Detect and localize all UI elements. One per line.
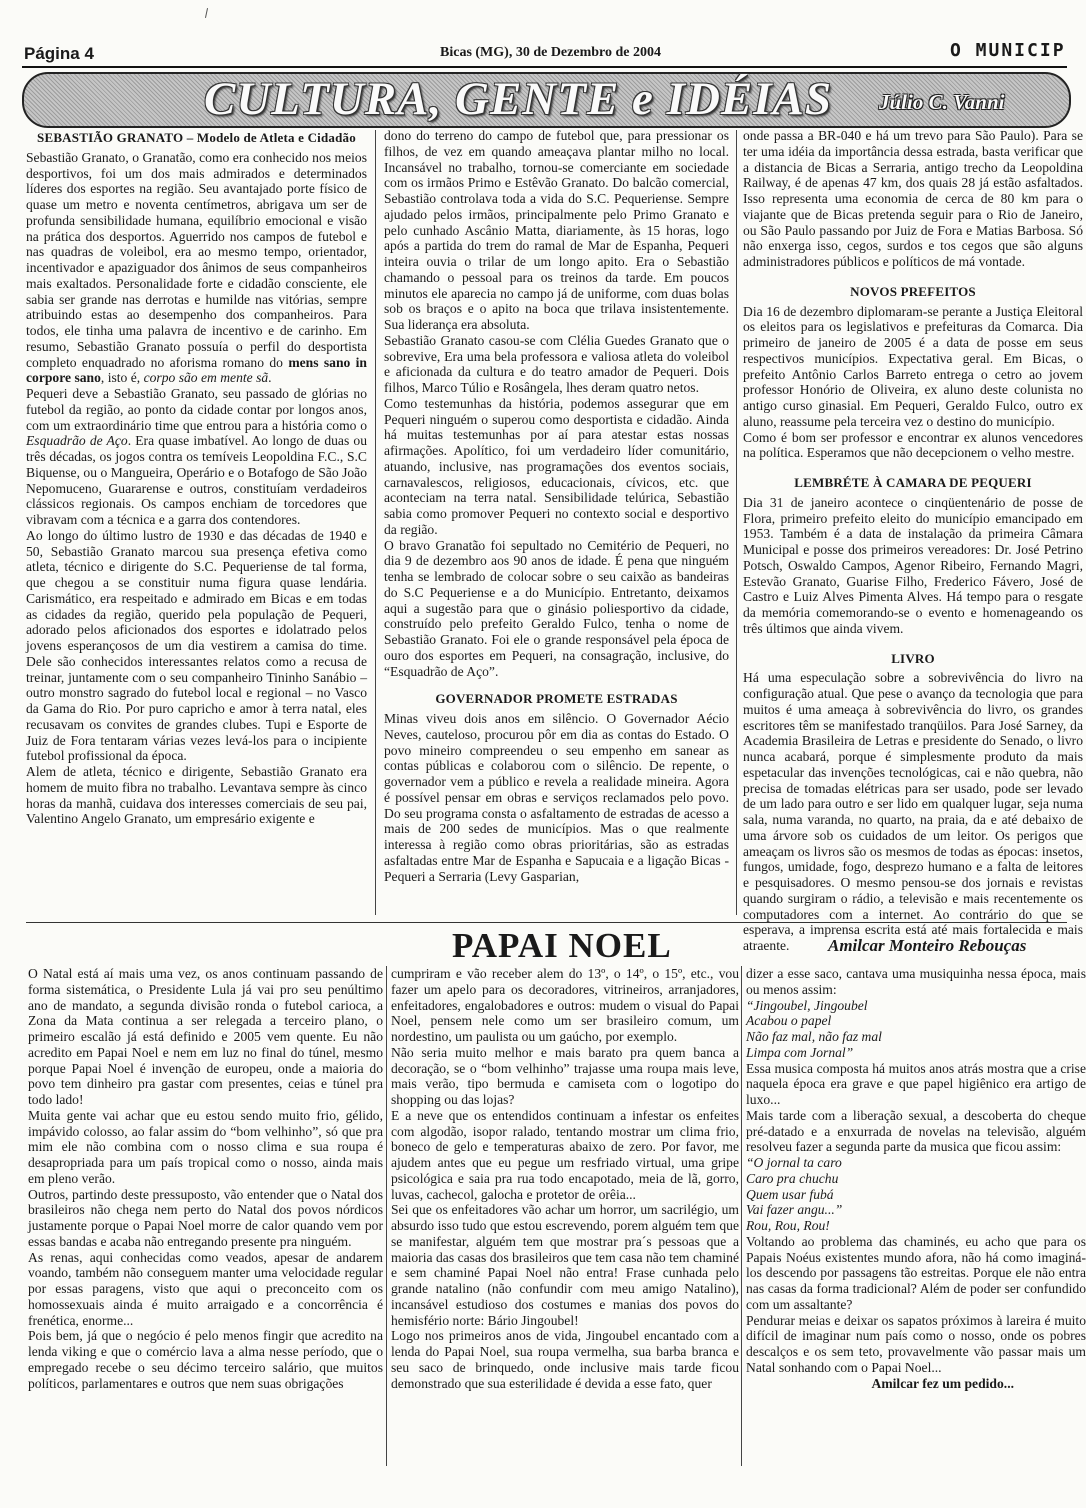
article-paragraph: O bravo Granatão foi sepultado no Cemitério de Pequeri, no dia 9 de dezembro aos 90 anos de idade. É pena que ninguém tenha se lembrado de colocar sobre o seu caixão as bandeiras do S.C Pequeriense e a do Município. Entretanto, deixamos aqui a sugestão para que o ginásio poliesportivo da cidade, construído pelo prefeito Geraldo Fulco, tenha o nome de Sebastião Granato. Foi ele o grande responsável pela época de ouro dos esportes em Pequeri, na consagração, inclusive, do “Esquadrão de Aço”. (384, 537, 729, 679)
article-paragraph: Sei que os enfeitadores vão achar um horror, um sacrilégio, um absurdo isso tudo que estou escrevendo, porem alguém tem que se manifestar, alguém tem que mostrar pra´s pessoas que a maioria das casas dos brasileiros que tem casa não tem chaminé e sem chaminé Papai Noel não entra! Frase cunhada pelo grande natalino (não confundir com meu amigo Natalino), incansável estudioso dos costumes e manias dos povos do hemisfério norte: Bário Jingoubel! (391, 1202, 739, 1328)
verse-text: Caro pra chuchu (746, 1170, 839, 1186)
article-paragraph: onde passa a BR-040 e há um trevo para São Paulo). Para se ter uma idéia da importância dessa estrada, basta verificar que a distancia de Bicas a Serraria, antigo trecho da Leopoldina Railway, é de apenas 47 km, dos quais 28 já estão asfaltados. Isso representa uma economia de cerca de 80 km para o viajante que de Bicas pretenda seguir para o Rio de Janeiro, ou São Paulo passando por Juiz de Fora e Matias Barbosa. Só não enxerga isso, cegos, surdos e tos cegos que são alguns administradores públicos e políticos de má vontade. (743, 128, 1083, 269)
verse-line (746, 1013, 1086, 1029)
column-1 (26, 128, 367, 918)
article-paragraph (26, 150, 367, 386)
verse-text: “O jornal ta caro (746, 1155, 842, 1170)
column-2 (384, 128, 729, 918)
noel-column-3 (746, 966, 1086, 1476)
paragraph-text: . Era quase imbatível. Ao longo de duas ou três décadas, os jogos contra os temíveis Leopoldina F.C., S.C Biquense, ou o Mangueira, Operário e o Botafogo de São João Nepomuceno, Guararense e outros, constituíam verdadeiros clássicos regionais. Os campos enchiam de torcedores que vibravam com a técnica e a garra dos contendores. (26, 433, 367, 527)
column-divider (375, 130, 376, 915)
article-paragraph: O Natal está aí mais uma vez, os anos continuam passando de forma sistemática, o Presidente Lula já vai pro seu penúltimo ano de mandato, a segunda divisão ronda o futebol carioca, a Zona da Mata continua a ser relegada a terceiro plano, o primeiro escalão já está definido e 2005 vem quente. Eu não acredito em Papai Noel e nem em luz no final do túnel, mesmo porque Papai Noel é invenção de europeu, onde a maioria do povo tem dinheiro pra gastar com presentes, ceias e túnel pra todo lado! (28, 966, 383, 1107)
verse-line (746, 1029, 1086, 1045)
verse-text: Rou, Rou, Rou! (746, 1218, 830, 1233)
team-nickname: Esquadrão de Aço (26, 433, 128, 449)
article-title-noel: PAPAI NOEL (452, 926, 672, 965)
verse-line (746, 998, 1086, 1014)
article-title-livro: LIVRO (891, 650, 935, 666)
article-title-lembrete: LEMBRÉTE À CAMARA DE PEQUERI (794, 475, 1032, 490)
article-paragraph: Alem de atleta, técnico e dirigente, Sebastião Granato era homem de muito fibra no trabalho. Levantava sempre às cinco horas da manhã, cuidava dos interesses comerciais de seu pai, Valentino Angelo Granato, um empresário exigente e (26, 764, 367, 827)
verse-text: Vai fazer angu...” (746, 1202, 843, 1218)
paragraph-text: , isto é, (100, 370, 141, 386)
article-paragraph: Dia 16 de dezembro diplomaram-se perante a Justiça Eleitoral os eleitos para os legislativos e prefeituras da Comarca. Dia primeiro de janeiro de 2005 é a data de posse em seus respectivos municípios. Expectativa geral. Em Bicas, o prefeito Antônio Carlos Barreto entrega o cetro ao jovem professor Honório de Oliveira, ex aluno deste colunista no antigo curso ginasial. Em Pequeri, Geraldo Fulco, outro ex aluno, reassume pela terceira vez o destino do município. (743, 303, 1083, 429)
column-divider (736, 130, 737, 915)
article-paragraph: Como testemunhas da história, podemos assegurar que em Pequeri ninguém o superou como desportista e cidadão. Ainda há muitas testemunhas por aí para atestar estas nossas afirmações. Apolítico, foi um verdadeiro líder comunitário, atuando, inclusive, nas programações dos eventos sociais, carnavalescos, religiosos, educacionais, cívicos, etc. que aconteciam na terra natal. Sensibilidade telúrica, Sebastião sabia como promover Pequeri no contexto social e desportivo da região. (384, 395, 729, 537)
article-paragraph (26, 386, 367, 528)
article-paragraph: Sebastião Granato casou-se com Clélia Guedes Granato que o sobrevive, Era uma bela professora e valiosa atleta do voleibol e aficionada da cultura e do teatro amador de Pequeri. Dois filhos, Marco Túlio e Rosângela, lhes deram quatro netos. (384, 332, 729, 395)
section-divider (26, 922, 1067, 923)
article-paragraph: cumpriram e vão receber alem do 13º, o 14º, o 15º, etc., vou fazer um apelo para os decoradores, vitrineiros, arranjadores, enfeitadores, engalobadores e outros: mudem o visual do Papai Noel, pensem nele como um ser brasileiro comum, um nordestino, um paulista ou um gaúcho, por exemplo. (391, 966, 739, 1044)
issue-date: Bicas (MG), 30 de Dezembro de 2004 (440, 45, 661, 60)
column-divider (386, 966, 387, 1466)
article-paragraph: Voltando ao problema das chaminés, eu acho que para os Papais Noéus existentes mundo afora, não há como imaginá-los descendo por passagens tão estreitas. Porque ele não entra nas casas da forma tradicional? Além de poder ser confundido com um assaltante? (746, 1233, 1086, 1312)
article-paragraph: Pois bem, já que o negócio é pelo menos fingir que acredito na lenda viking e que o comércio lava a alma nesse período, que o empregado recebe o seu décimo terceiro salário, que muitos políticos, parlamentares e outros que nem suas obrigações (28, 1328, 383, 1391)
verse-text: “Jingoubel, Jingoubel (746, 997, 868, 1013)
verse-text: Acabou o papel (746, 1013, 832, 1029)
verse-line (746, 1187, 1086, 1203)
article-signature: Amilcar fez um pedido... (871, 1375, 1014, 1391)
verse-line (746, 1045, 1086, 1061)
verse-line (746, 1171, 1086, 1187)
header-rule (22, 66, 1067, 68)
article-author-noel: Amilcar Monteiro Rebouças (828, 936, 1027, 955)
verse-line (746, 1155, 1086, 1171)
article-paragraph: Minas viveu dois anos em silêncio. O Governador Aécio Neves, cauteloso, procurou pôr em dia as contas do Estado. O povo mineiro compreendeu o seu empenho em sanear as contas públicas e colaborou com o silêncio. De repente, o governador vem a público e revela a realidade mineira. Agora é possível pensar em obras e serviços reclamados pelo povo. Do seu programa consta o asfaltamento de estradas de acesso a mais de 200 sedes de municípios. Mas o que realmente interessa à região como obras prioritárias, são as estradas asfaltadas entre Mar de Espanha e Sapucaia e a ligação Bicas - Pequeri a Serraria (Levy Gasparian, (384, 711, 729, 884)
article-title-governador: GOVERNADOR PROMETE ESTRADAS (435, 691, 678, 707)
article-paragraph: Como é bom ser professor e encontrar ex alunos vencedores na política. Esperamos que não decepcionem o velho mestre. (743, 429, 1083, 461)
section-banner (22, 72, 1071, 128)
article-paragraph: dizer a esse saco, cantava uma musiquinha nessa época, mais ou menos assim: (746, 966, 1086, 997)
noel-column-2 (391, 966, 739, 1476)
column-author: Júlio C. Vanni (879, 90, 1005, 114)
paragraph-text: Sebastião Granato, o Granatão, como era conhecido nos meios desportivos, foi um dos mais admirados e determinados líderes dos esportes na região. Seu avantajado porte físico de quase um metro e noventa centímetros, abrigava um ser de profunda sensibilidade humana, equilíbrio emocional e visão na prática dos desportos. Aguerrido nos campos de futebol e nas quadras de voleibol, era ao mesmo tempo, orientador, incentivador e apaziguador dos ânimos de seus companheiros mais exaltados. Personalidade forte e cidadão consciente, ele sabia ser grande nas derrotas e humilde nas vitórias, sempre atribuindo estas ao desempenho dos companheiros. Para todos, ele tinha uma palavra de incentivo e de carinho. Em resumo, Sebastião Granato possuía o perfil do desportista completo enquadrado no aforisma romano do (26, 149, 367, 370)
noel-column-1 (28, 966, 383, 1476)
latin-phrase: mens sano in corpore sano (26, 354, 367, 386)
column-divider (741, 966, 742, 1466)
translation-phrase: corpo são em mente sã (143, 370, 269, 386)
verse-line (746, 1202, 1086, 1218)
article-paragraph: Essa musica composta há muitos anos atrás mostra que a crise naquela época era grave e que papel higiênico era artigo de luxo... (746, 1060, 1086, 1107)
verse-line (746, 1218, 1086, 1234)
article-paragraph: Outros, partindo deste pressuposto, vão entender que o Natal dos brasileiros não chega nem perto do Natal dos povos nórdicos justamente porque o Papai Noel morre de calor quando vem por essas bandas e acaba não entregando presente pra ninguém. (28, 1186, 383, 1249)
paragraph-text: . (268, 370, 272, 386)
song-verse-1 (746, 998, 1086, 1061)
page-label: Página 4 (24, 44, 94, 63)
section-title: CULTURA, GENTE e IDÉIAS (204, 73, 833, 125)
article-paragraph: Muita gente vai achar que eu estou sendo muito frio, gélido, impávido colosso, ao falar assim do “bom velhinho”, só que pra mim ele não combina com o nosso clima e sua roupa é desapropriada para um país tropical como o nosso, ainda mais em pleno verão. (28, 1107, 383, 1186)
article-paragraph: E a neve que os entendidos continuam a infestar os enfeites com algodão, isopor ralado, tentando mostrar um clima frio, boneco de gelo e temperaturas abaixo de zero. Por favor, me ajudem antes que eu pegue um resfriado virtual, uma gripe psicológica e saia pra rua todo encapotado, meia de lã, gorro, luvas, cachecol, galocha e protetor de orêia... (391, 1107, 739, 1202)
scan-mark (205, 8, 208, 18)
verse-text: Não faz mal, não faz mal (746, 1029, 882, 1044)
song-verse-2 (746, 1155, 1086, 1234)
article-title-prefeitos: NOVOS PREFEITOS (850, 283, 976, 299)
article-paragraph: dono do terreno do campo de futebol que, para pressionar os filhos, de vez em quando ameaçava plantar milho no local. Incansável no trabalho, tornou-se comerciante em sociedade com os irmãos Primo e Estêvão Granato. Do balcão comercial, Sebastião controlava toda a vida do S.C. Pequeriense. Sempre ajudado pelos irmãos, principalmente pelo Primo Granato e pelo cunhado Ascânio Matta, diariamente, às 15 horas, logo após a partida do trem do ramal de Mar de Espanha, Pequeri inteira ouvia o trilar de um longo apito. Era o Sebastião chamando o pessoal para os treinos da tarde. Em poucos minutos ele aparecia no campo já de uniforme, com duas bolas sob os braços e o apito na boca que trilava insistentemente. Sua liderança era absoluta. (384, 128, 729, 332)
verse-text: Quem usar fubá (746, 1186, 834, 1202)
article-paragraph: Pendurar meias e deixar os sapatos próximos à lareira é muito difícil de imaginar num país como o nosso, onde os pobres descalços e os sem teto, provavelmente vão passar mais um Natal sonhando com o Papai Noel... (746, 1312, 1086, 1375)
article-paragraph: Há uma especulação sobre a sobrevivência do livro na configuração atual. Que pese o avanço da tecnologia que para muitos é uma ameaça à sobrevivência do livro, os grandes escritores têm se manifestado tranqüilos. Para José Sarney, da Academia Brasileira de Letras e presidente do Senado, o livro nunca acabará, porque é simplesmente produto da mais espetacular das invenções tecnológicas, cai e não quebra, não precisa de tomadas elétricas para ser usado, pode ser levado de um lado para outro e ser lido em qualquer lugar, seja numa sala, numa varanda, no quarto, na praia, da e até debaixo de uma árvore sob os cuidados de um leitor. Os perigos que ameaçam os livros são os mesmos de todas as épocas: insetos, fungos, umidade, fogo, desprezo humano e a falta de leitores e pesquisadores. O mesmo pensou-se dos jornais e revistas quando surgiram o rádio, a televisão e mais recentemente os computadores com a internet. Ao contrário do que se esperava, a imprensa escrita está até mais fortalecida e mais atraente. (743, 670, 1083, 953)
article-paragraph: Dia 31 de janeiro acontece o cinqüentenário de posse de Flora, primeiro prefeito eleito do município emancipado em 1953. Também é a data de instalação da primeira Câmara Municipal e posse dos primeiros vereadores: Dr. José Petrino Potsch, Oswaldo Campos, Agenor Ribeiro, Fernando Magri, Estevão Granato, Guarise Filho, Frederico Fávero, José de Castro e Luiz Alves Pimenta Alves. Há tempo para o resgate da memória comemorando-se o evento e homenageando os três últimos que ainda vivem. (743, 494, 1083, 636)
article-paragraph: Mais tarde com a liberação sexual, a descoberta do cheque pré-datado e a enxurrada de novelas na televisão, alguém resolveu fazer a segunda parte da musica que ficou assim: (746, 1107, 1086, 1155)
newspaper-name: O MUNICIP (950, 40, 1066, 61)
verse-text: Limpa com Jornal” (746, 1044, 854, 1060)
article-paragraph: Logo nos primeiros anos de vida, Jingoubel encantado com a lenda do Papai Noel, sua roupa vermelha, sua barba branca e seu saco de brinquedo, onde inclusive mais tarde ficou demonstrado que sua esterilidade é devida a esse fato, quer (391, 1328, 739, 1391)
article-title-granato: SEBASTIÃO GRANATO – Modelo de Atleta e Cidadão (37, 130, 356, 145)
article-paragraph: As renas, aqui conhecidas como veados, apesar de andarem voando, também não conseguem manter uma velocidade regular por essas paragens, visto que aqui o preconceito com os homossexuais ainda é muito arraigado e a concorrência é frenética, enorme... (28, 1249, 383, 1328)
article-paragraph: Não seria muito melhor e mais barato pra quem banca a decoração, se o “bom velhinho” trajasse uma roupa mais leve, mais verão, tipo bermuda e camiseta com o logotipo do shopping ou das lojas? (391, 1044, 739, 1107)
paragraph-text: Pequeri deve a Sebastião Granato, seu passado de glórias no futebol da região, ao ponto da cidade contar por longos anos, com um extraordinário time que entrou para a história como o (26, 386, 367, 433)
article-paragraph: Ao longo do último lustro de 1930 e das décadas de 1940 e 50, Sebastião Granato marcou sua presença efetiva como atleta, técnico e dirigente do S.C. Pequeriense de tal forma, que chegou a se constituir numa figura quase lendária. Carismático, era respeitado e admirado em Bicas e em todas as cidades da região, querido pela população de Pequeri, adorado pelos aficionados dos esportes e idolatrado pelos jovens esperançosos de um dia vestirem a camisa do time. Dele são conhecidos interessantes relatos como a recusa de treinar, juntamente com o seu companheiro Tininho Sanábio – outro monstro sagrado do futebol local e regional – no Vasco da Gama do Rio. Por puro capricho e amor à terra natal, eles recusavam os convites de grandes clubes. Tupi e Esporte de Juiz de Fora tentaram várias vezes levá-los para o incipiente futebol profissional da época. (26, 527, 367, 764)
